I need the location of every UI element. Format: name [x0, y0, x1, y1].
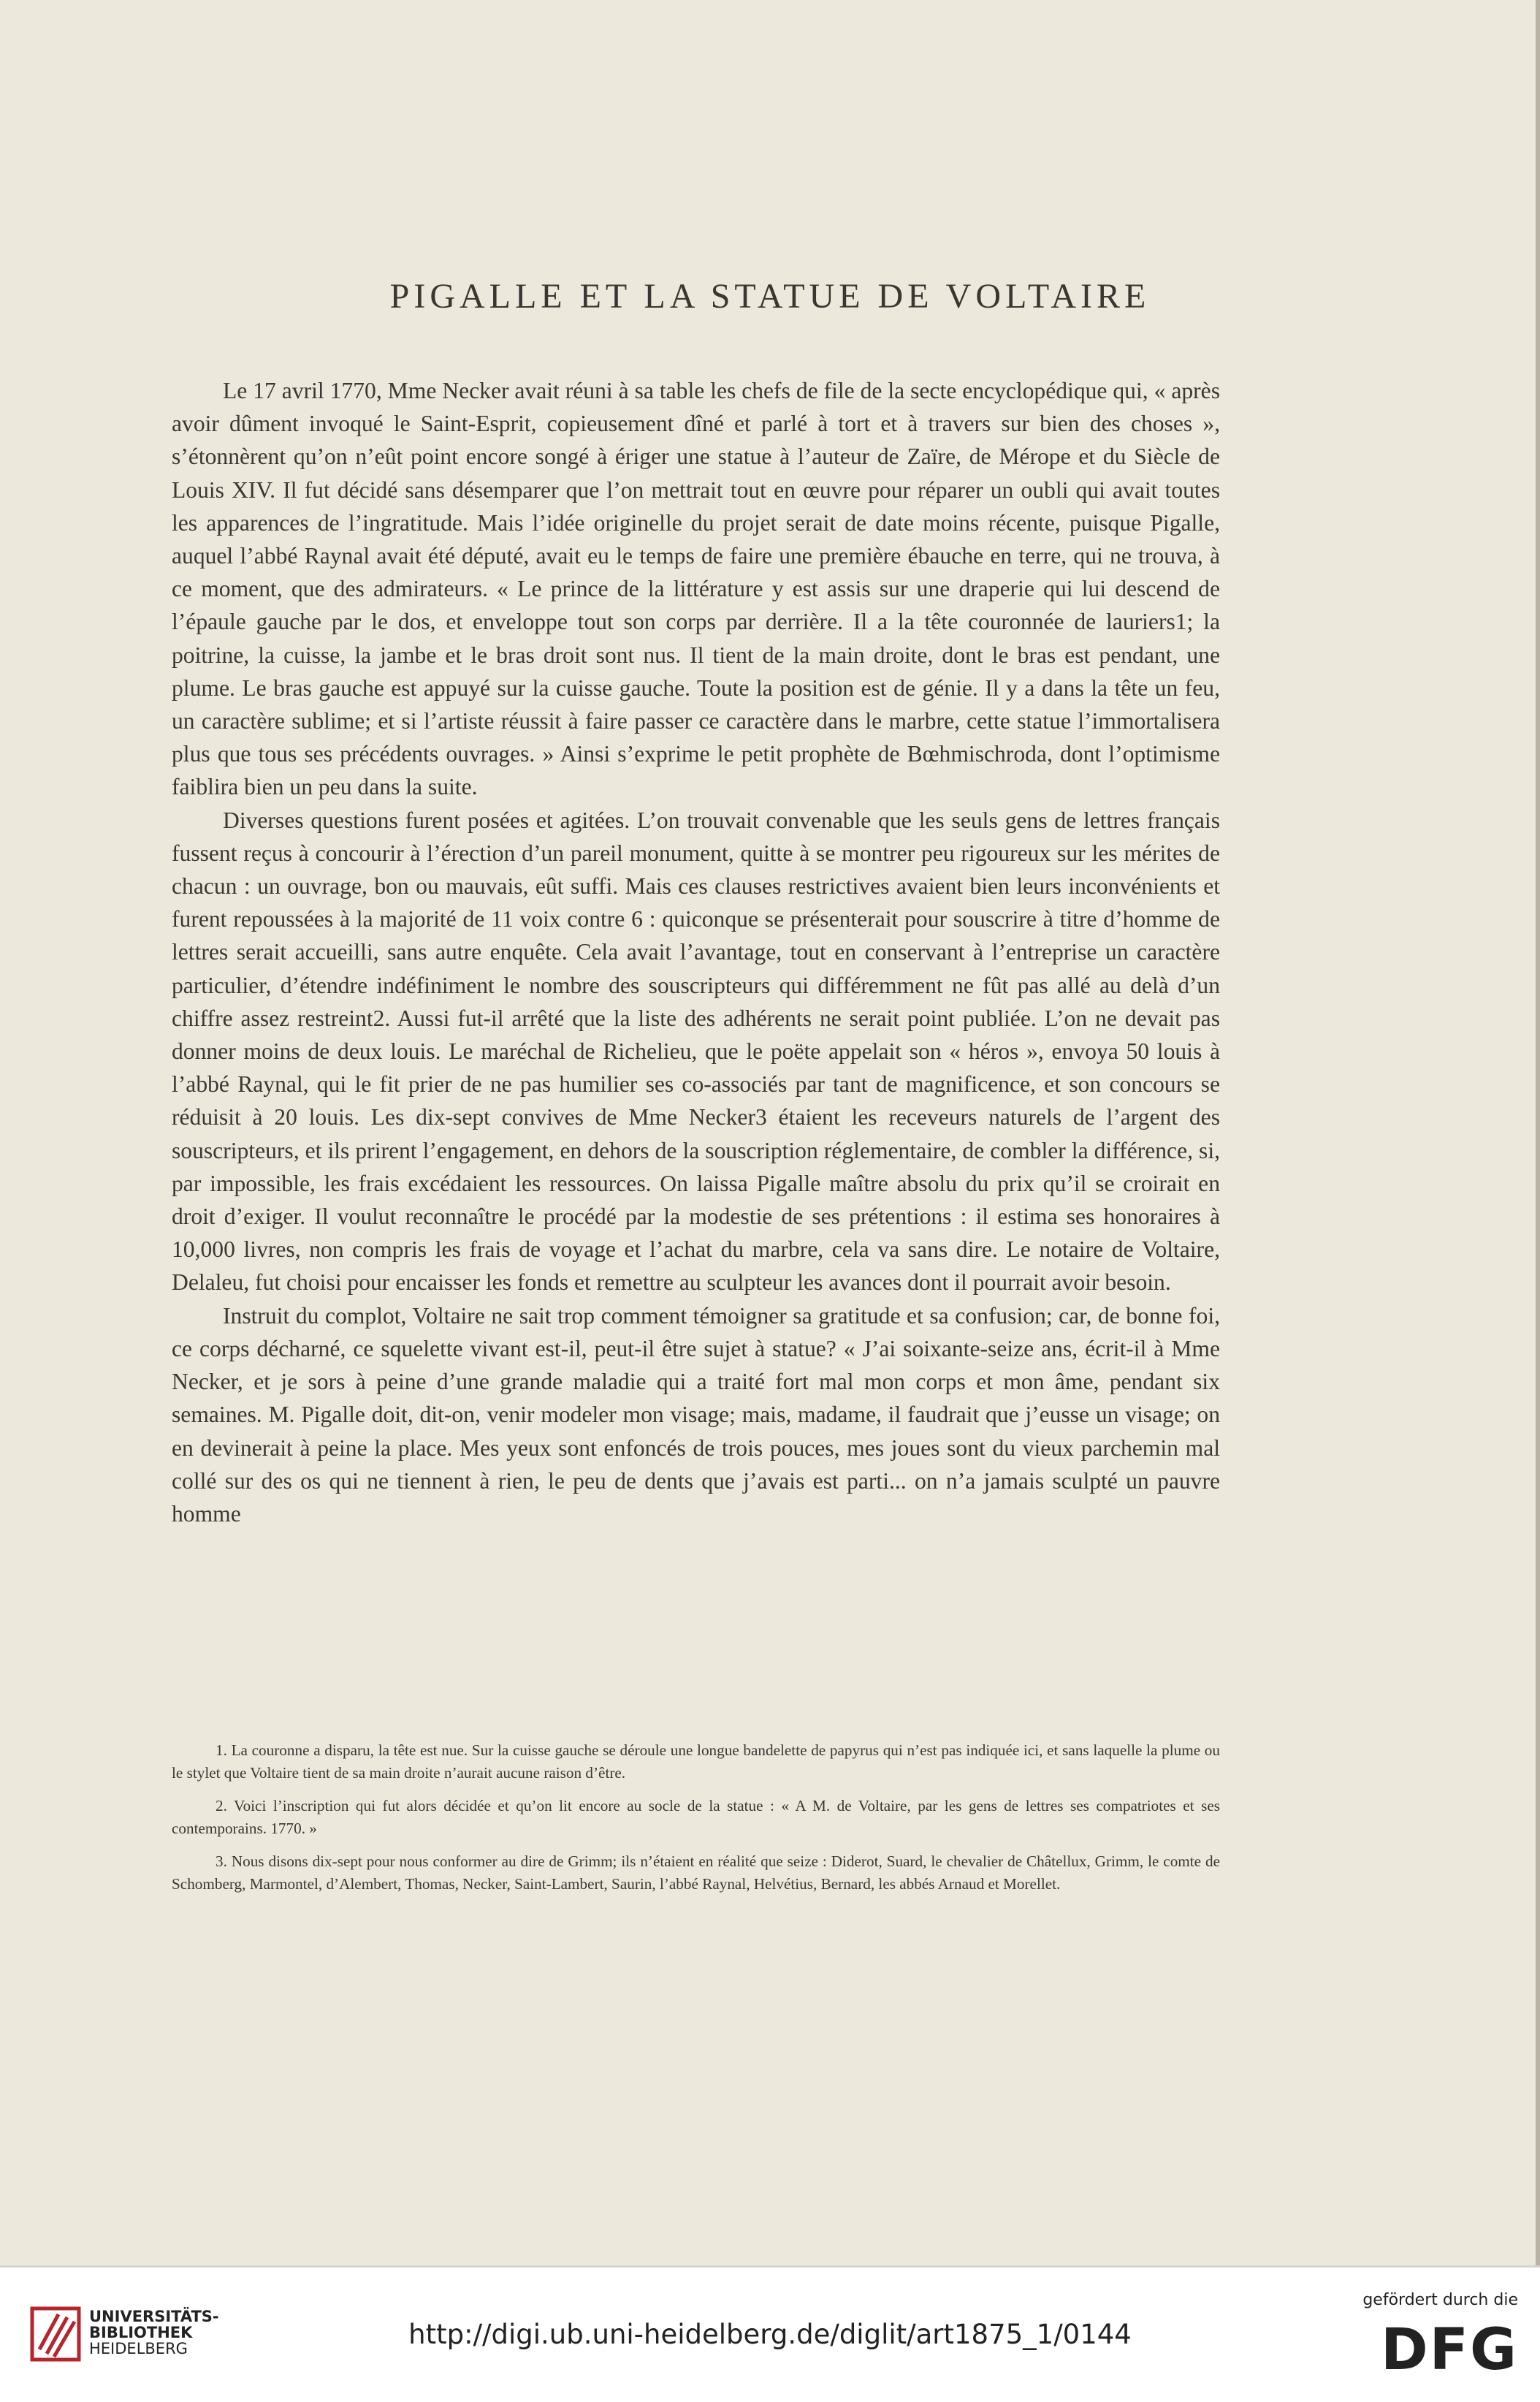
- library-name-line: UNIVERSITÄTS-: [89, 2308, 219, 2325]
- library-name-line: BIBLIOTHEK: [89, 2324, 193, 2341]
- library-name-line: HEIDELBERG: [89, 2340, 188, 2357]
- article-body: [172, 374, 1220, 1530]
- footnote: 3. Nous disons dix-sept pour nous conformer au dire de Grimm; ils n’étaient en réalité que seize : Diderot, Suard, le chevalier de Châtellux, Grimm, le comte de Schomberg, Marmontel, d’Alembert, Thomas, Necker, Saint-Lambert, Saurin, l’abbé Raynal, Helvétius, Bernard, les abbés Arnaud et Morellet.: [172, 1852, 1220, 1893]
- footnote: 1. La couronne a disparu, la tête est nue. Sur la cuisse gauche se déroule une longue bandelette de papyrus qui n’est pas indiquée ici, et sans laquelle la plume ou le stylet que Voltaire tient de sa main droite n’aurait aucune raison d’être.: [172, 1741, 1220, 1782]
- paragraph: Diverses questions furent posées et agitées. L’on trouvait convenable que les seuls gens de lettres français fussent reçus à concourir à l’érection d’un pareil monument, quitte à se montrer peu rigoureux sur les mérites de chacun : un ouvrage, bon ou mauvais, eût suffi. Mais ces clauses restrictives avaient bien leurs inconvénients et furent repoussées à la majorité de 11 voix contre 6 : quiconque se présenterait pour souscrire à titre d’homme de lettres serait accueilli, sans autre enquête. Cela avait l’avantage, tout en conservant à l’entreprise un caractère particulier, d’étendre indéfiniment le nombre des souscripteurs qui différemment ne fût pas allé au delà d’un chiffre assez restreint2. Aussi fut-il arrêté que la liste des adhérents ne serait point publiée. L’on ne devait pas donner moins de deux louis. Le maréchal de Richelieu, que le poëte appelait son « héros », envoya 50 louis à l’abbé Raynal, qui le fit prier de ne pas humilier ses co-associés par tant de magnificence, et son concours se réduisit à 20 louis. Les dix-sept convives de Mme Necker3 étaient les receveurs naturels de l’argent des souscripteurs, et ils prirent l’engagement, en dehors de la souscription réglementaire, de combler la différence, si, par impossible, les frais excédaient les ressources. On laissa Pigalle maître absolu du prix qu’il se croirait en droit d’exiger. Il voulut reconnaître le procédé par la modestie de ses prétentions : il estima ses honoraires à 10,000 livres, non compris les frais de voyage et l’achat du marbre, cela va sans dire. Le notaire de Voltaire, Delaleu, fut choisi pour encaisser les fonds et remettre au sculpteur les avances dont il pourrait avoir besoin.: [172, 807, 1220, 1296]
- permalink-url[interactable]: http://digi.ub.uni-heidelberg.de/diglit/art1875_1/0144: [408, 2319, 1132, 2350]
- paragraph: Instruit du complot, Voltaire ne sait trop comment témoigner sa gratitude et sa confusion; car, de bonne foi, ce corps décharné, ce squelette vivant est-il, peut-il être sujet à statue? « J’ai soixante-seize ans, écrit-il à Mme Necker, et je sors à peine d’une grande maladie qui a traité fort mal mon corps et mon âme, pendant six semaines. M. Pigalle doit, dit-on, venir modeler mon visage; mais, madame, il faudrait que j’eusse un visage; on en devinerait à peine la place. Mes yeux sont enfoncés de trois pouces, mes joues sont du vieux parchemin mal collé sur des os qui ne tiennent à rien, le peu de dents que j’avais est parti... on n’a jamais sculpté un pauvre homme: [172, 1302, 1220, 1527]
- funded-by-label: gefördert durch die: [1362, 2291, 1518, 2309]
- viewer-footer: [0, 2265, 1540, 2402]
- paragraph: Le 17 avril 1770, Mme Necker avait réuni à sa table les chefs de file de la secte encyclopédique qui, « après avoir dûment invoqué le Saint-Esprit, copieusement dîné et parlé à tort et à travers sur bien des choses », s’étonnèrent qu’on n’eût point encore songé à ériger une statue à l’auteur de Zaïre, de Mérope et du Siècle de Louis XIV. Il fut décidé sans désemparer que l’on mettrait tout en œuvre pour réparer un oubli qui avait toutes les apparences de l’ingratitude. Mais l’idée originelle du projet serait de date moins récente, puisque Pigalle, auquel l’abbé Raynal avait été député, avait eu le temps de faire une première ébauche en terre, qui ne trouva, à ce moment, que des admirateurs. « Le prince de la littérature y est assis sur une draperie qui lui descend de l’épaule gauche par le dos, et enveloppe tout son corps par derrière. Il a la tête couronnée de lauriers1; la poitrine, la cuisse, la jambe et le bras droit sont nus. Il tient de la main droite, dont le bras est pendant, une plume. Le bras gauche est appuyé sur la cuisse gauche. Toute la position est de génie. Il y a dans la tête un feu, un caractère sublime; et si l’artiste réussit à faire passer ce caractère dans le marbre, cette statue l’immortalisera plus que tous ses précédents ouvrages. » Ainsi s’exprime le petit prophète de Bœhmischroda, dont l’optimisme faiblira bien un peu dans la suite.: [172, 378, 1220, 800]
- footnote: 2. Voici l’inscription qui fut alors décidée et qu’on lit encore au socle de la statue : « A M. de Voltaire, par les gens de lettres ses compatriotes et ses contemporains. 1770. »: [172, 1797, 1220, 1837]
- dfg-logo[interactable]: DFG: [1380, 2317, 1518, 2383]
- article-title: PIGALLE ET LA STATUE DE VOLTAIRE: [389, 277, 1151, 316]
- footnotes: [172, 1739, 1220, 1906]
